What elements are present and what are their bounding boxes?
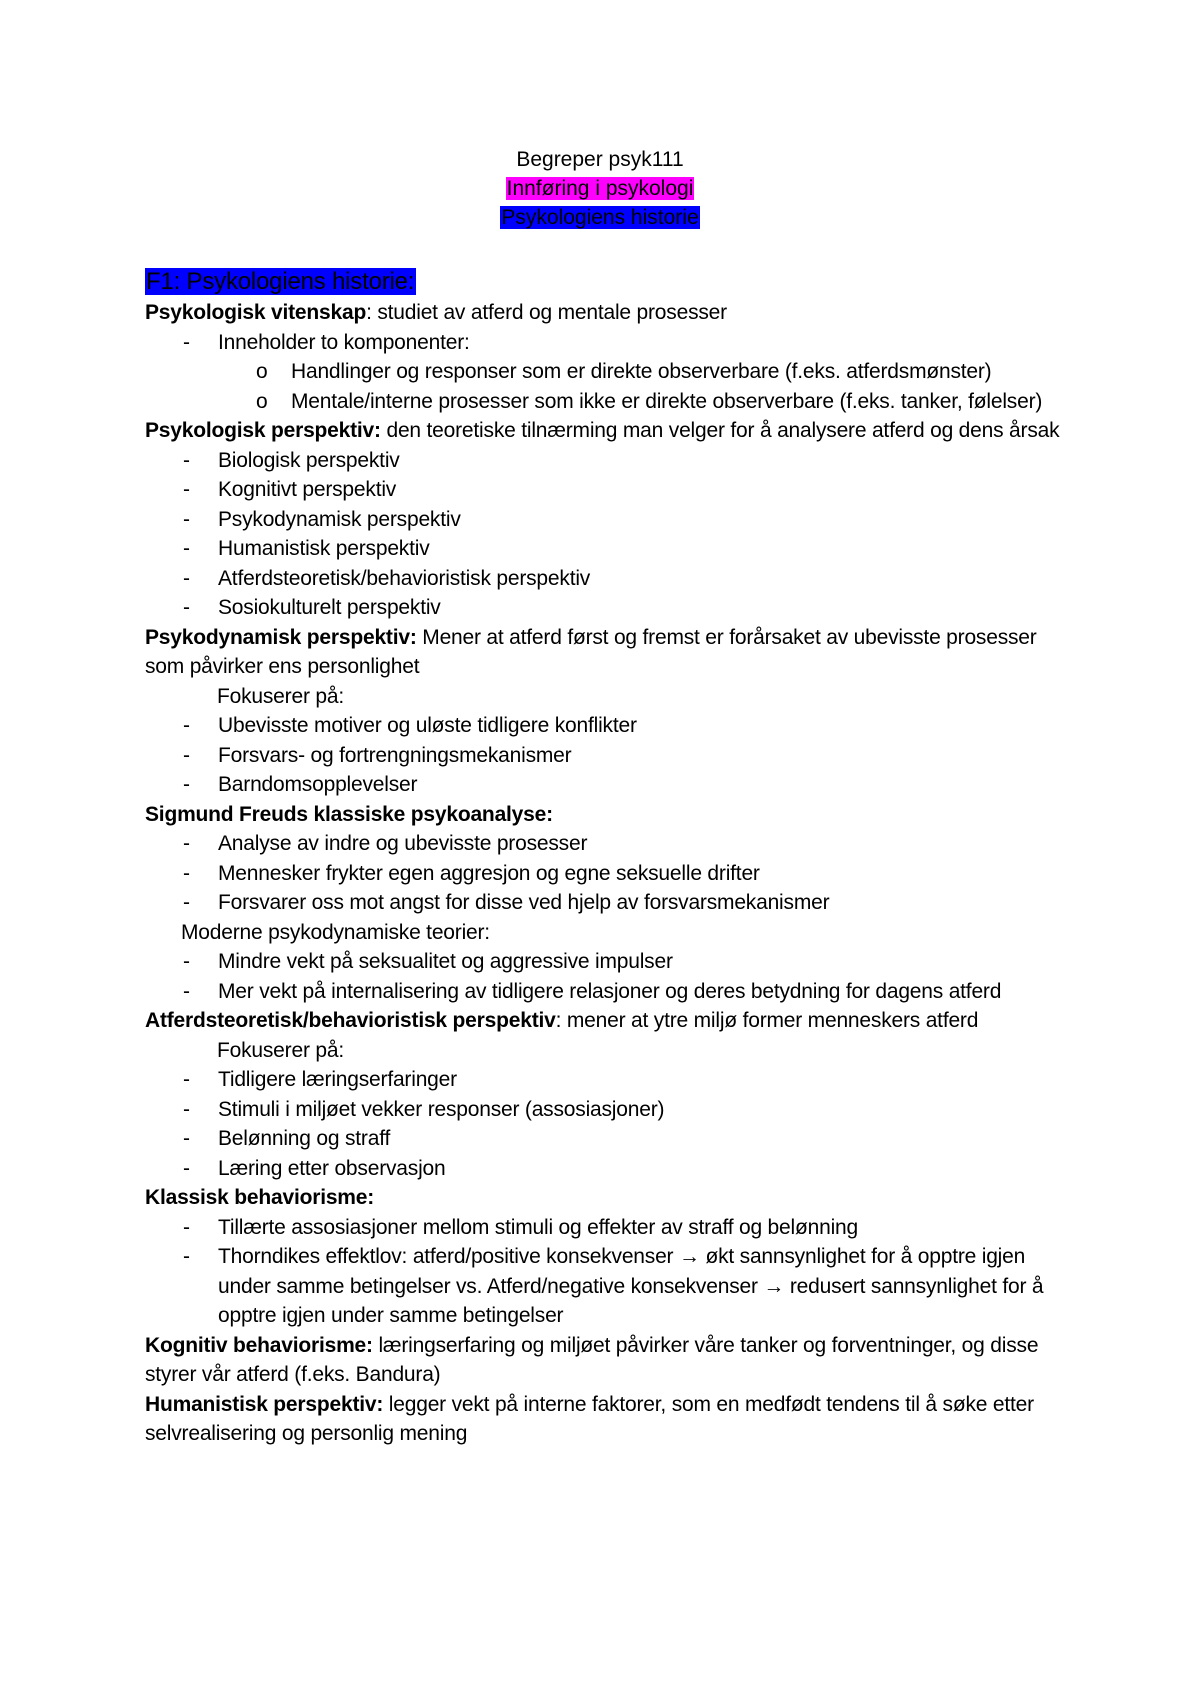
term: Psykodynamisk perspektiv: [145, 625, 417, 649]
list-item: - Inneholder to komponenter: [145, 328, 1065, 358]
circle-marker: o [256, 389, 268, 413]
term: Humanistisk perspektiv: [145, 1392, 384, 1416]
definition-humanistisk-perspektiv [145, 1390, 1065, 1449]
definition-text: læringserfaring og miljøet påvirker våre tanker og forventninger, og disse styrer vår atferd (f.eks. Bandura) [145, 1333, 1039, 1386]
term: Psykologisk vitenskap [145, 301, 367, 324]
dash-marker: - [183, 743, 190, 767]
list-item: - Stimuli i miljøet vekker responser (assosiasjoner) [145, 1095, 1065, 1125]
document-body [145, 266, 1065, 1449]
dash-marker: - [183, 979, 190, 1003]
dash-marker: - [183, 1068, 190, 1091]
term: Klassisk behaviorisme: [145, 1186, 375, 1209]
list-item: - Læring etter observasjon [145, 1154, 1065, 1184]
list-item: - Ubevisste motiver og uløste tidligere konflikter [145, 711, 1065, 741]
term: Sigmund Freuds klassiske psykoanalyse: [145, 802, 553, 826]
sub-heading-moderne: Moderne psykodynamiske teorier: [181, 920, 490, 944]
term: Kognitiv behaviorisme: [145, 1333, 373, 1357]
dash-marker: - [183, 448, 190, 472]
sub-list-item: o Handlinger og responser som er direkte observerbare (f.eks. atferdsmønster) [145, 357, 1065, 387]
subtitle-topic: Psykologiens historie [501, 206, 699, 229]
definition-text: Mener at atferd først og fremst er forårsaket av ubevisste prosesser som påvirker ens personlighet [145, 625, 1037, 678]
definition-atferdsteoretisk [145, 1006, 1065, 1036]
list-item: - Thorndikes effektlov: atferd/positive konsekvenser → økt sannsynlighet for å opptre igjen under samme betingelser vs. Atferd/negative konsekvenser → redusert sannsynlighet for å opptre igjen under samme betingelser [145, 1242, 1065, 1331]
definition-psykodynamisk-perspektiv [145, 623, 1065, 682]
dash-marker: - [183, 832, 190, 855]
dash-marker: - [183, 330, 190, 354]
circle-marker: o [256, 360, 268, 383]
list-item: - Atferdsteoretisk/behavioristisk perspektiv [145, 564, 1065, 594]
term: Atferdsteoretisk/behavioristisk perspektiv [145, 1009, 556, 1032]
dash-marker: - [183, 537, 190, 560]
definition-klassisk-behaviorisme [145, 1183, 1065, 1213]
list-item: - Biologisk perspektiv [145, 446, 1065, 476]
definition-kognitiv-behaviorisme [145, 1331, 1065, 1390]
dash-marker: - [183, 507, 190, 531]
list-item: - Belønning og straff [145, 1124, 1065, 1154]
list-item: - Mindre vekt på seksualitet og aggressive impulser [145, 947, 1065, 977]
list-item: - Psykodynamisk perspektiv [145, 505, 1065, 535]
list-item: - Barndomsopplevelser [145, 770, 1065, 800]
definition-text: : studiet av atferd og mentale prosesser [366, 301, 727, 324]
definition-text: : mener at ytre miljø former menneskers atferd [555, 1009, 979, 1032]
list-item: - Kognitivt perspektiv [145, 475, 1065, 505]
focus-label: Fokuserer på: [217, 1038, 344, 1062]
definition-text: den teoretiske tilnærming man velger for å analysere atferd og dens årsak [380, 419, 1060, 442]
list-item: - Mer vekt på internalisering av tidligere relasjoner og deres betydning for dagens atferd [145, 977, 1065, 1007]
dash-marker: - [183, 714, 190, 737]
definition-psykologisk-perspektiv [145, 416, 1065, 446]
right-arrow-icon: → [763, 1274, 785, 1298]
dash-marker: - [183, 1156, 190, 1180]
list-item: - Tillærte assosiasjoner mellom stimuli og effekter av straff og belønning [145, 1213, 1065, 1243]
dash-marker: - [183, 1097, 190, 1121]
document-title: Begreper psyk111 [516, 148, 684, 171]
list-item: - Mennesker frykter egen aggresjon og egne seksuelle drifter [145, 859, 1065, 889]
definition-text: legger vekt på interne faktorer, som en medfødt tendens til å søke etter selvrealisering og personlig mening [145, 1392, 1034, 1445]
list-item: - Humanistisk perspektiv [145, 534, 1065, 564]
dash-marker: - [183, 773, 190, 796]
subtitle-course: Innføring i psykologi [506, 177, 694, 200]
dash-marker: - [183, 861, 190, 885]
dash-marker: - [183, 1245, 190, 1268]
definition-freud [145, 800, 1065, 830]
section-heading: F1: Psykologiens historie: [146, 268, 415, 295]
dash-marker: - [183, 891, 190, 914]
list-item: - Sosiokulturelt perspektiv [145, 593, 1065, 623]
dash-marker: - [183, 950, 190, 973]
dash-marker: - [183, 596, 190, 619]
dash-marker: - [183, 1127, 190, 1150]
term: Psykologisk perspektiv: [145, 419, 381, 442]
title-block [0, 145, 1200, 232]
list-item: - Forsvars- og fortrengningsmekanismer [145, 741, 1065, 771]
dash-marker: - [183, 566, 190, 590]
list-item: - Analyse av indre og ubevisste prosesser [145, 829, 1065, 859]
list-item: - Tidligere læringserfaringer [145, 1065, 1065, 1095]
list-item: - Forsvarer oss mot angst for disse ved hjelp av forsvarsmekanismer [145, 888, 1065, 918]
focus-label: Fokuserer på: [217, 684, 344, 708]
sub-list-item: o Mentale/interne prosesser som ikke er direkte observerbare (f.eks. tanker, følelser) [145, 387, 1065, 417]
right-arrow-icon: → [679, 1245, 700, 1268]
dash-marker: - [183, 1215, 190, 1239]
dash-marker: - [183, 478, 190, 501]
definition-psykologisk-vitenskap [145, 298, 1065, 328]
